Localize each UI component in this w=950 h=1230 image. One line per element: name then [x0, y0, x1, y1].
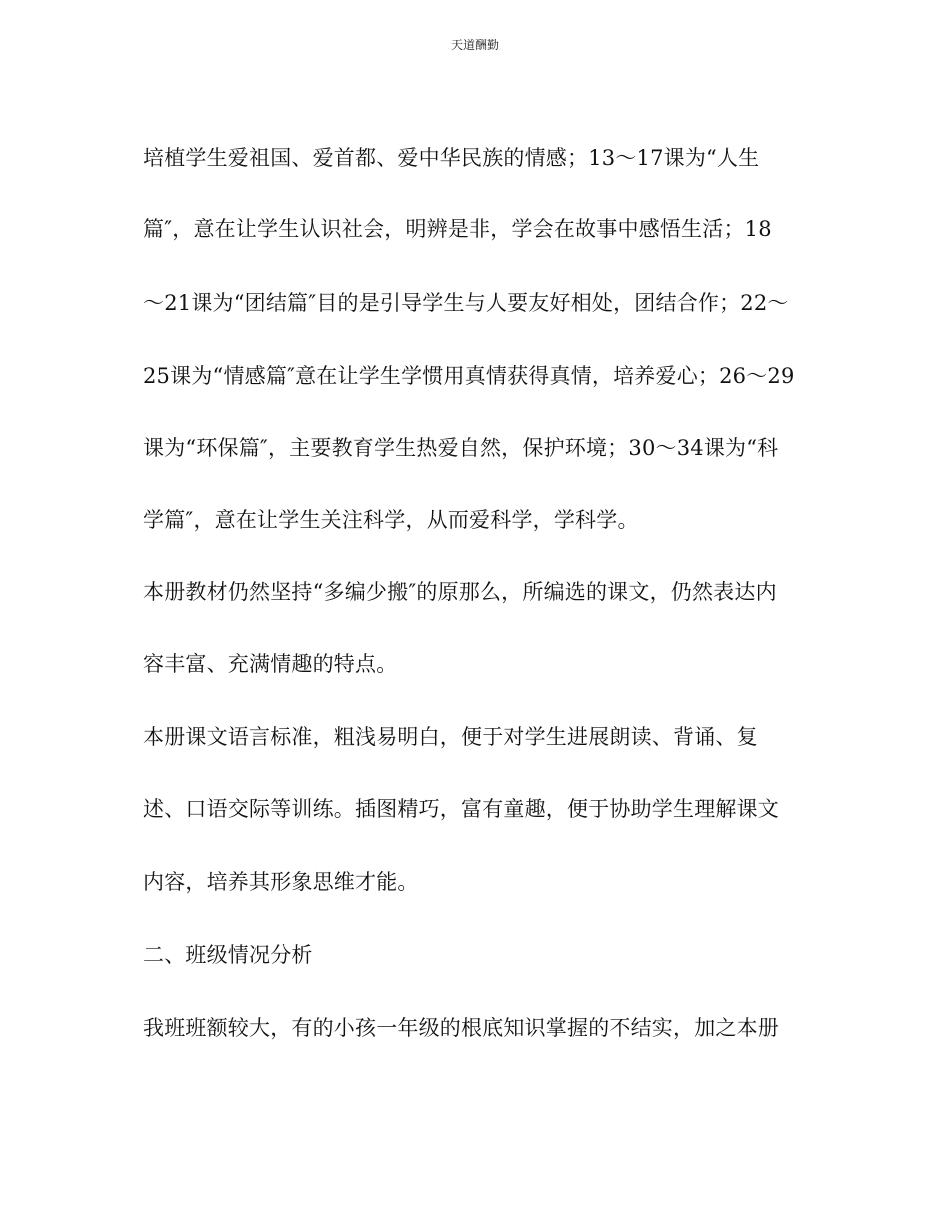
text-line: 内容，培养其形象思维才能。 — [143, 870, 419, 894]
text-line: 本册课文语言标准，粗浅易明白，便于对学生进展朗读、背诵、复 — [143, 725, 758, 749]
text-line: 我班班额较大，有的小孩一年级的根底知识掌握的不结实，加之本册 — [143, 1016, 779, 1040]
text-line: 容丰富、充满情趣的特点。 — [143, 652, 398, 676]
section-heading: 二、班级情况分析 — [143, 943, 313, 967]
text-line: 学篇″，意在让学生关注科学，从而爱科学，学科学。 — [143, 508, 639, 532]
text-line: 25课为“情感篇″意在让学生学惯用真情获得真情，培养爱心；26～29 — [143, 364, 795, 388]
text-line: 培植学生爱祖国、爱首都、爱中华民族的情感；13～17课为“人生 — [143, 146, 760, 170]
text-line: 述、口语交际等训练。插图精巧，富有童趣，便于协助学生理解课文 — [143, 797, 779, 821]
text-line: 课为“环保篇″，主要教育学生热爱自然，保护环境；30～34课为“科 — [143, 436, 779, 460]
text-line: ～21课为“团结篇″目的是引导学生与人要友好相处，团结合作；22～ — [143, 291, 789, 315]
text-line: 本册教材仍然坚持“多编少搬″的原那么，所编选的课文，仍然表达内 — [143, 580, 777, 604]
page-header: 天道酬勤 — [450, 38, 499, 52]
text-line: 篇″，意在让学生认识社会，明辨是非，学会在故事中感悟生活；18 — [143, 217, 772, 241]
